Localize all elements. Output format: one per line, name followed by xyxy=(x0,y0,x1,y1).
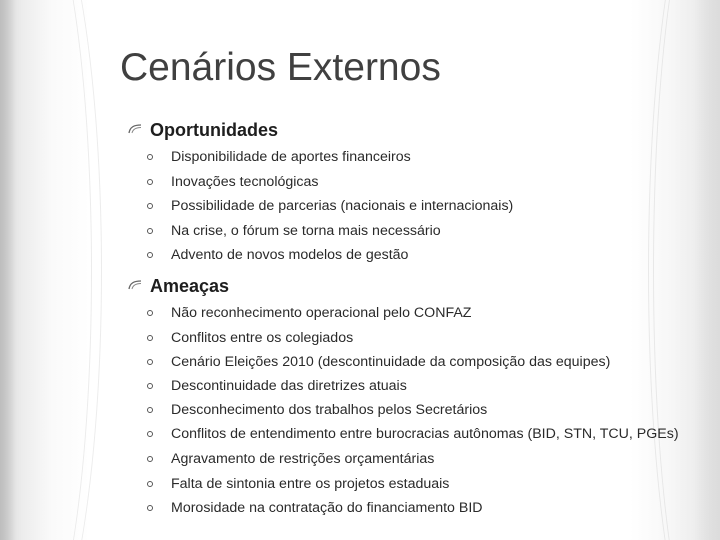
slide-title: Cenários Externos xyxy=(120,46,441,89)
hollow-circle-bullet-icon xyxy=(147,203,153,209)
hollow-circle-bullet-icon xyxy=(147,407,153,413)
hollow-circle-bullet-icon xyxy=(147,310,153,316)
list-item-text: Cenário Eleições 2010 (descontinuidade da composição das equipes) xyxy=(171,353,611,370)
list-item-text: Possibilidade de parcerias (nacionais e internacionais) xyxy=(171,198,514,215)
hollow-circle-bullet-icon xyxy=(147,481,153,487)
list-item xyxy=(130,354,710,371)
list-item-text: Não reconhecimento operacional pelo CONFAZ xyxy=(171,305,472,322)
list-item-text: Advento de novos modelos de gestão xyxy=(171,247,409,264)
section-threats xyxy=(130,274,710,516)
list-item-text: Descontinuidade das diretrizes atuais xyxy=(171,377,407,394)
list-item xyxy=(130,451,710,468)
hollow-circle-bullet-icon xyxy=(147,179,153,185)
list-item-text: Conflitos entre os colegiados xyxy=(171,329,354,346)
hollow-circle-bullet-icon xyxy=(147,252,153,258)
hollow-circle-bullet-icon xyxy=(147,456,153,462)
hollow-circle-bullet-icon xyxy=(147,335,153,341)
list-item-text: Agravamento de restrições orçamentárias xyxy=(171,451,435,468)
list-item-text: Falta de sintonia entre os projetos estaduais xyxy=(171,475,450,492)
list-item xyxy=(130,247,710,264)
hook-bullet-icon xyxy=(128,124,142,134)
section-opportunities xyxy=(130,118,710,264)
threats-list xyxy=(130,305,710,516)
list-item xyxy=(130,426,710,443)
hook-bullet-icon xyxy=(128,280,142,290)
hollow-circle-bullet-icon xyxy=(147,505,153,511)
list-item xyxy=(130,305,710,322)
list-item xyxy=(130,223,710,240)
hollow-circle-bullet-icon xyxy=(147,359,153,365)
hollow-circle-bullet-icon xyxy=(147,154,153,160)
list-item-text: Na crise, o fórum se torna mais necessário xyxy=(171,222,441,239)
section-heading-label: Ameaças xyxy=(150,276,230,297)
list-item xyxy=(130,378,710,395)
list-item-text: Conflitos de entendimento entre burocracias autônomas (BID, STN, TCU, PGEs) xyxy=(171,426,679,443)
opportunities-list xyxy=(130,149,710,264)
hollow-circle-bullet-icon xyxy=(147,228,153,234)
list-item xyxy=(130,402,710,419)
list-item-text: Disponibilidade de aportes financeiros xyxy=(171,149,411,165)
section-heading xyxy=(130,274,710,297)
list-item xyxy=(130,330,710,347)
list-item xyxy=(130,476,710,493)
hollow-circle-bullet-icon xyxy=(147,431,153,437)
hollow-circle-bullet-icon xyxy=(147,383,153,389)
decorative-arc xyxy=(0,0,92,540)
slide-content xyxy=(130,118,710,524)
list-item xyxy=(130,500,710,517)
list-item-text: Morosidade na contratação do financiamento BID xyxy=(171,499,483,516)
list-item xyxy=(130,149,710,166)
section-heading xyxy=(130,118,710,141)
section-heading-label: Oportunidades xyxy=(150,120,279,140)
list-item xyxy=(130,174,710,191)
list-item-text: Inovações tecnológicas xyxy=(171,173,319,190)
list-item xyxy=(130,198,710,215)
list-item-text: Desconhecimento dos trabalhos pelos Secretários xyxy=(171,402,488,419)
